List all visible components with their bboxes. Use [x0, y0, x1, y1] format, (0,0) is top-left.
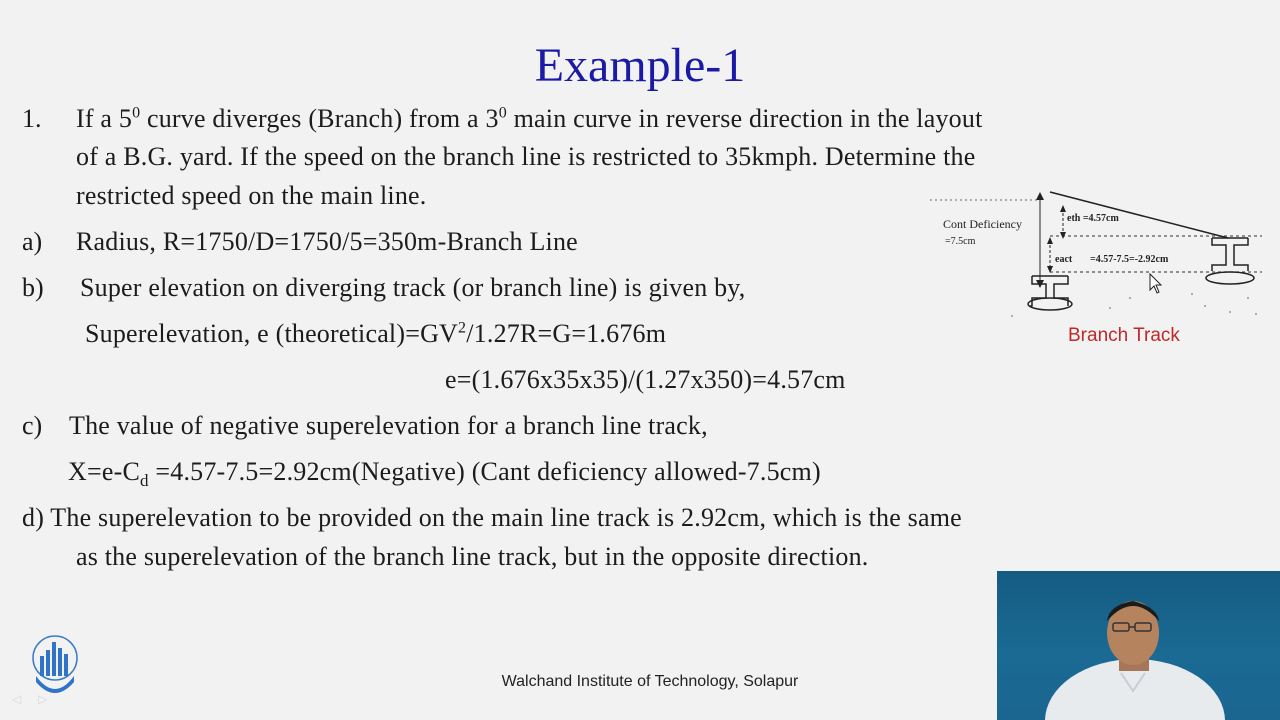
slide-title: Example-1 — [534, 39, 746, 92]
question-number: 1. — [22, 104, 42, 133]
question-line-1-part-b: curve diverges (Branch) from a 3 — [140, 104, 499, 133]
eth-label: eth =4.57cm — [1067, 213, 1119, 224]
question-line-3: restricted speed on the main line. — [76, 181, 427, 210]
negative-formula-part-b: =4.57-7.5=2.92cm(Negative) (Cant deficiency allowed-7.5cm) — [148, 457, 821, 486]
cant-subscript: d — [139, 471, 149, 491]
squared-superscript: 2 — [458, 319, 467, 337]
negative-superelevation-formula — [68, 457, 821, 491]
cant-deficiency-label: Cont Deficiency — [943, 217, 1022, 231]
branch-track-caption: Branch Track — [1068, 325, 1180, 346]
item-b-text: Super elevation on diverging track (or branch line) is given by, — [80, 273, 746, 302]
eact-label: eact — [1055, 254, 1073, 265]
superelevation-formula-part-b: /1.27R=G=1.676m — [466, 319, 667, 348]
item-d-line-1: d) The superelevation to be provided on the main line track is 2.92cm, which is the same — [22, 503, 962, 532]
superelevation-formula-part-a: Superelevation, e (theoretical)=GV — [85, 319, 459, 348]
question-line-1-part-c: main curve in reverse direction in the layout — [506, 104, 983, 133]
nav-prev-icon[interactable]: ◁ — [12, 692, 22, 706]
footer-institute: Walchand Institute of Technology, Solapur — [501, 673, 799, 690]
presenter-figure — [997, 571, 1280, 720]
question-line-2: of a B.G. yard. If the speed on the branch line is restricted to 35kmph. Determine the — [76, 142, 976, 171]
presenter-webcam-video — [997, 571, 1280, 720]
cant-deficiency-value: =7.5cm — [945, 236, 976, 247]
negative-formula-part-a: X=e-C — [68, 457, 140, 486]
item-d-line-2: as the superelevation of the branch line track, but in the opposite direction. — [76, 542, 869, 571]
slide-navigation — [12, 692, 54, 704]
item-a-label: a) — [22, 227, 43, 256]
superelevation-formula — [85, 319, 666, 349]
degree-superscript-2: 0 — [498, 104, 507, 122]
degree-superscript-1: 0 — [132, 104, 141, 122]
item-b-label: b) — [22, 273, 44, 302]
superelevation-calculation: e=(1.676x35x35)/(1.27x350)=4.57cm — [445, 365, 846, 394]
question-line-1-part-a: If a 5 — [76, 104, 133, 133]
question-line-1 — [76, 104, 983, 134]
branch-track-diagram — [930, 186, 1265, 326]
item-c-text: The value of negative superelevation for a branch line track, — [69, 411, 708, 440]
item-c-label: c) — [22, 411, 43, 440]
mouse-cursor-icon — [1150, 274, 1161, 293]
nav-next-icon[interactable]: ▷ — [38, 692, 48, 706]
eact-value: =4.57-7.5=-2.92cm — [1090, 254, 1169, 265]
item-a-text: Radius, R=1750/D=1750/5=350m-Branch Line — [76, 227, 578, 256]
